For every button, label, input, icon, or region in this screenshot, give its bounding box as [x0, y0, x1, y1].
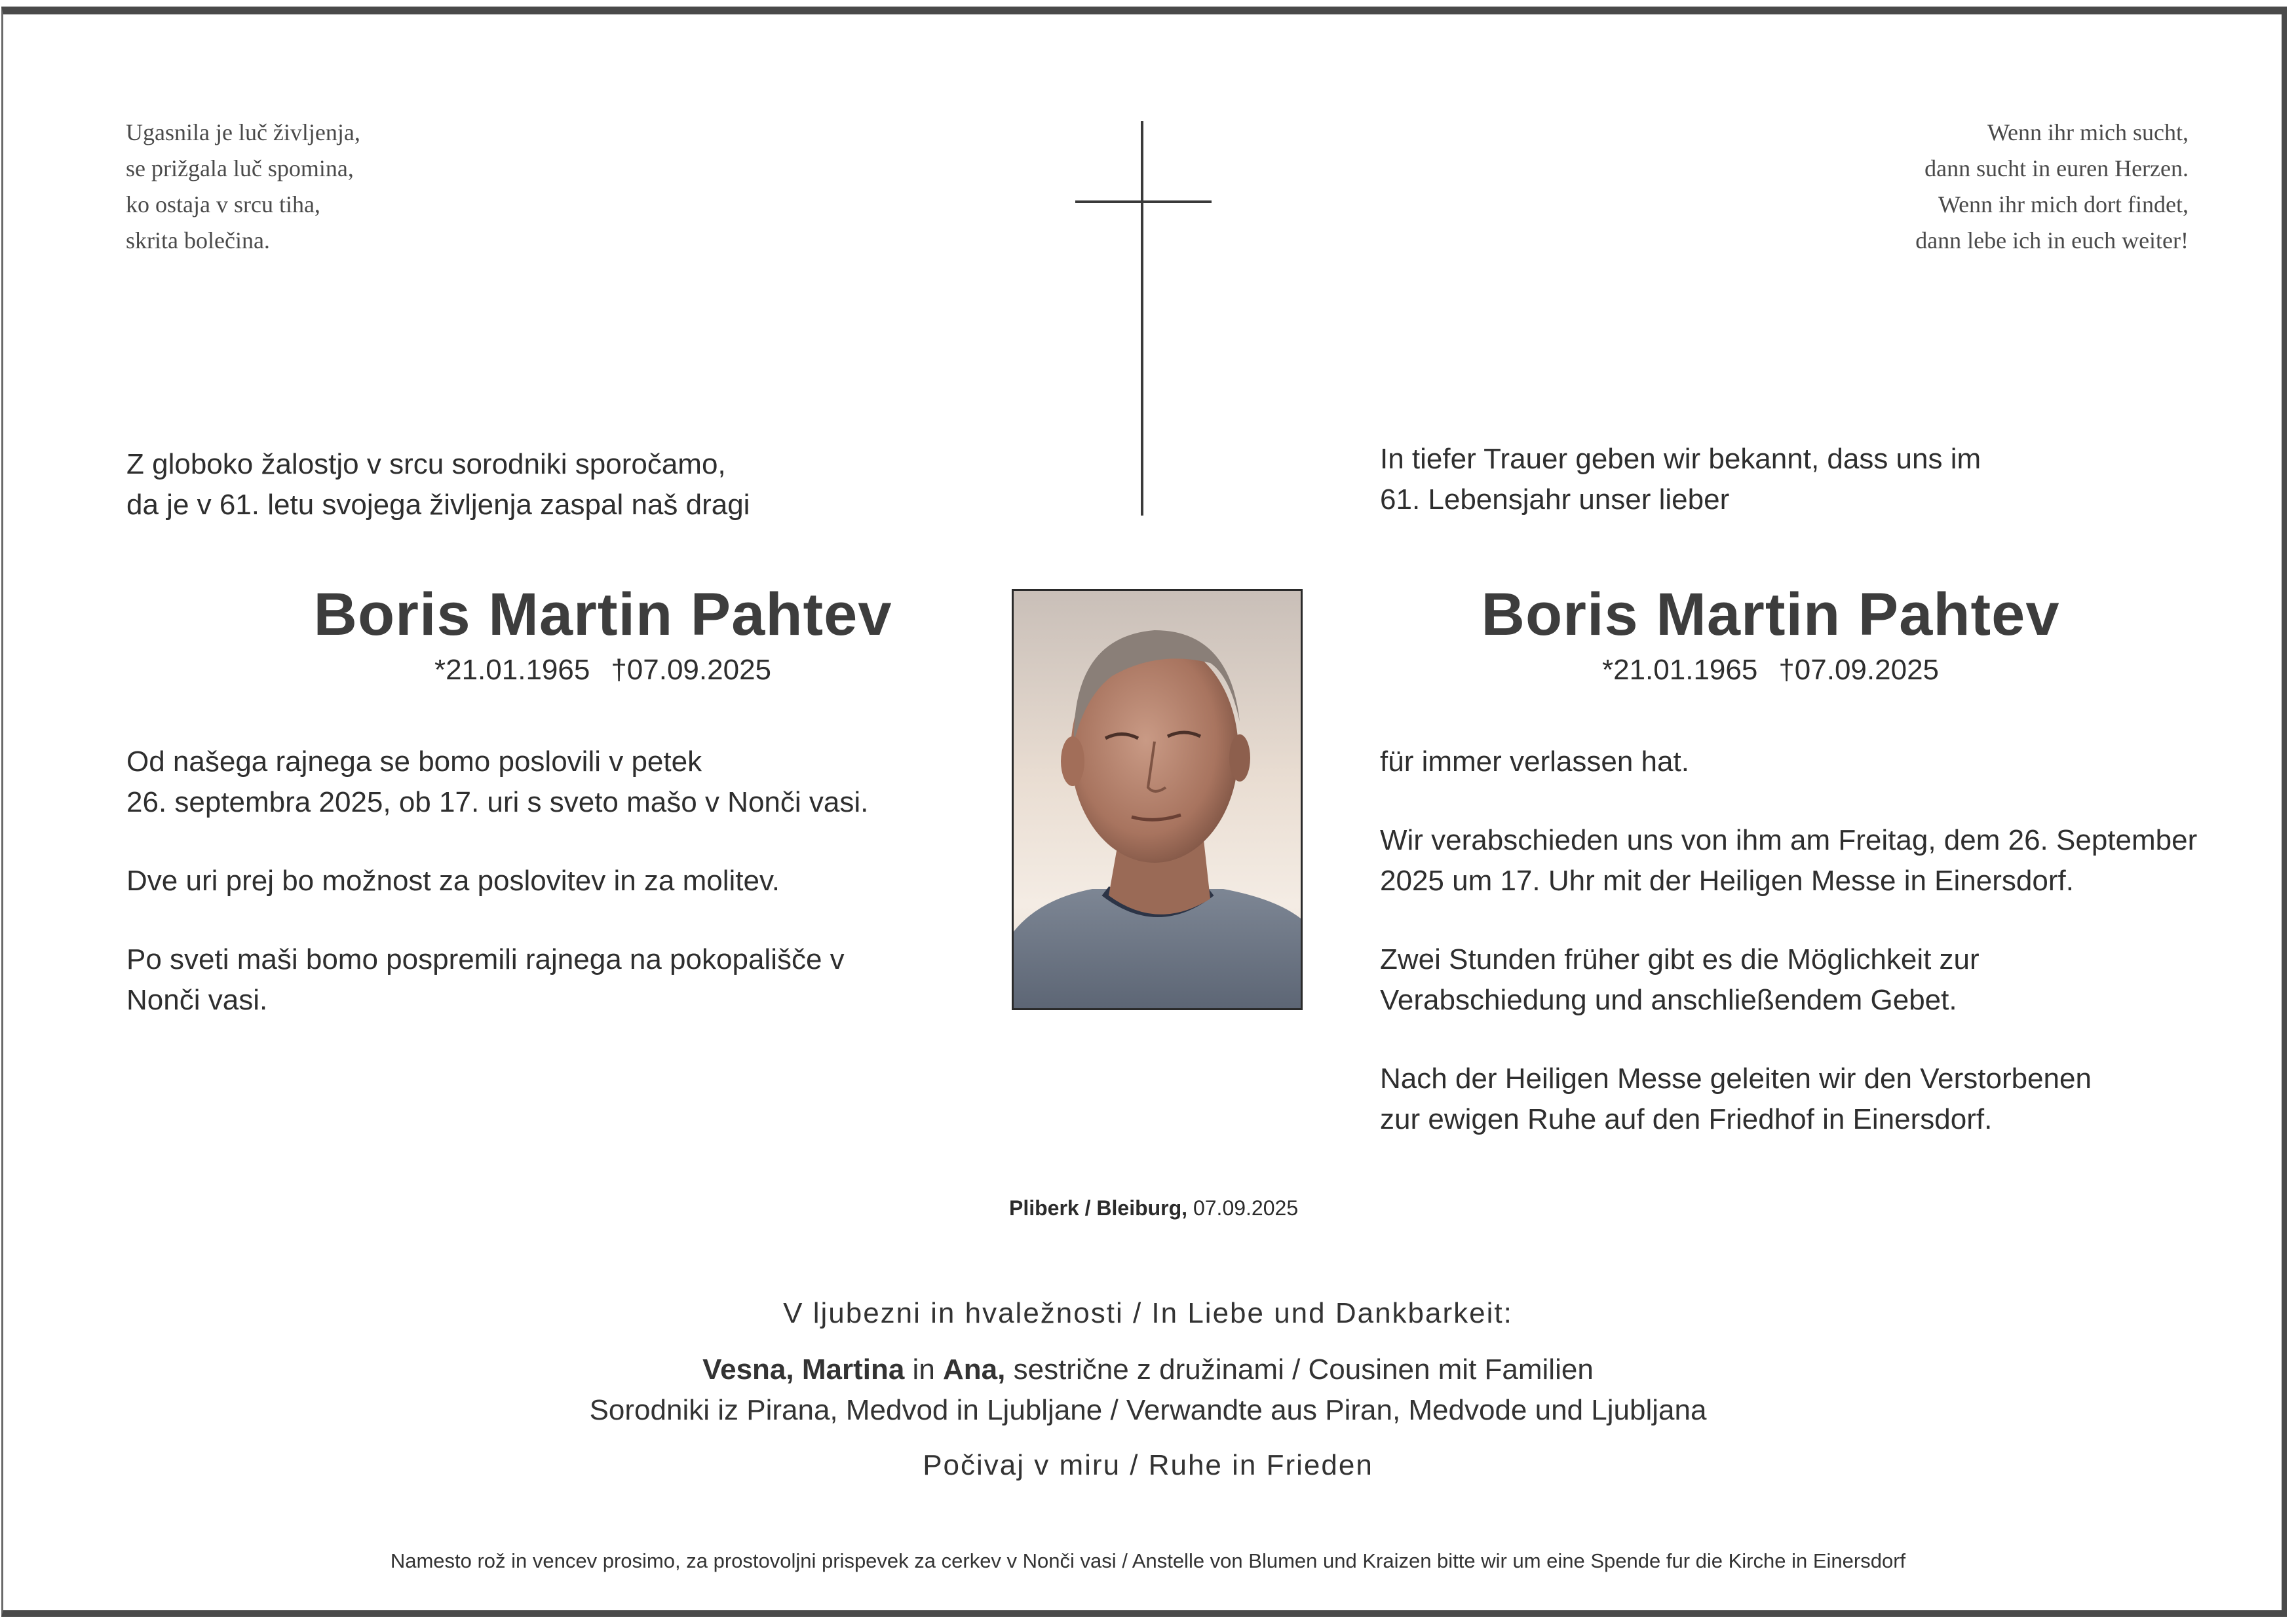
verse-slovenian — [126, 115, 360, 259]
paragraph-line: Nonči vasi. — [126, 984, 268, 1016]
paragraph-line: Od našega rajnega se bomo poslovili v petek — [126, 746, 702, 778]
life-dates-german — [1443, 654, 2098, 687]
paragraph — [1380, 742, 2197, 782]
place-and-date — [1009, 1196, 1298, 1220]
verse-line: Wenn ihr mich sucht, — [1987, 119, 2189, 145]
intro-slovenian — [126, 444, 750, 525]
paragraph-line: Po sveti maši bomo pospremili rajnega na pokopališče v — [126, 943, 845, 975]
mourner-relation: sestrične z družinami / Cousinen mit Familien — [1005, 1353, 1594, 1386]
intro-line: In tiefer Trauer geben wir bekannt, dass uns im — [1380, 443, 1981, 475]
life-dates-slovenian — [275, 654, 930, 687]
verse-line: skrita bolečina. — [126, 227, 270, 254]
cross-vertical — [1141, 121, 1143, 516]
mourners-family — [0, 1353, 2296, 1386]
deceased-name-slovenian: Boris Martin Pahtev — [313, 581, 892, 648]
verse-line: ko ostaja v srcu tiha, — [126, 191, 320, 217]
place-date: 07.09.2025 — [1187, 1196, 1299, 1220]
paragraph-line: Dve uri prej bo možnost za poslovitev in za molitev. — [126, 865, 780, 897]
mourner-name: Ana, — [943, 1353, 1006, 1386]
verse-line: dann sucht in euren Herzen. — [1924, 155, 2189, 181]
birth-date: *21.01.1965 — [434, 654, 590, 686]
intro-german — [1380, 439, 1981, 520]
paragraph — [126, 861, 868, 901]
details-slovenian — [126, 742, 868, 1059]
death-date: †07.09.2025 — [1778, 654, 1940, 686]
paragraph-line: Zwei Stunden früher gibt es die Möglichkeit zur — [1380, 943, 1980, 975]
deceased-name-german: Boris Martin Pahtev — [1481, 581, 2060, 648]
paragraph — [1380, 1059, 2197, 1140]
verse-line: Ugasnila je luč življenja, — [126, 119, 360, 145]
paragraph — [126, 742, 868, 823]
paragraph-line: 2025 um 17. Uhr mit der Heiligen Messe in Einersdorf. — [1380, 865, 2074, 897]
paragraph-line: für immer verlassen hat. — [1380, 746, 1689, 778]
death-date: †07.09.2025 — [611, 654, 772, 686]
intro-line: da je v 61. letu svojega življenja zaspal naš dragi — [126, 489, 750, 521]
paragraph — [126, 939, 868, 1021]
verse-line: dann lebe ich in euch weiter! — [1915, 227, 2189, 254]
paragraph-line: zur ewigen Ruhe auf den Friedhof in Einersdorf. — [1380, 1103, 1993, 1135]
verse-german — [1915, 115, 2189, 259]
mourner-names: Vesna, Martina — [702, 1353, 905, 1386]
paragraph — [1380, 820, 2197, 901]
mourners-heading: V ljubezni in hvaležnosti / In Liebe und Dankbarkeit: — [783, 1297, 1513, 1329]
donation-note: Namesto rož in vencev prosimo, za prostovoljni prispevek za cerkev v Nonči vasi / Anstelle von Blumen und Kraizen bitte wir um eine Spende fur die Kirche in Einersdorf — [390, 1549, 1906, 1572]
intro-line: Z globoko žalostjo v srcu sorodniki sporočamo, — [126, 448, 726, 480]
rest-in-peace: Počivaj v miru / Ruhe in Frieden — [923, 1449, 1373, 1481]
cross-horizontal — [1075, 200, 1212, 203]
verse-line: Wenn ihr mich dort findet, — [1938, 191, 2189, 217]
verse-line: se prižgala luč spomina, — [126, 155, 354, 181]
place-name: Pliberk / Bleiburg, — [1009, 1196, 1188, 1220]
paragraph-line: Nach der Heiligen Messe geleiten wir den Verstorbenen — [1380, 1063, 2092, 1095]
birth-date: *21.01.1965 — [1601, 654, 1758, 686]
intro-line: 61. Lebensjahr unser lieber — [1380, 483, 1730, 516]
paragraph — [1380, 939, 2197, 1021]
details-german — [1380, 742, 2197, 1178]
paragraph-line: Verabschiedung und anschließendem Gebet. — [1380, 984, 1957, 1016]
paragraph-line: 26. septembra 2025, ob 17. uri s sveto mašo v Nonči vasi. — [126, 786, 869, 818]
portrait-photo — [1012, 589, 1303, 1010]
mourner-conjunction: in — [904, 1353, 944, 1386]
mourners-relatives: Sorodniki iz Pirana, Medvod in Ljubljane / Verwandte aus Piran, Medvode und Ljubljana — [589, 1394, 1707, 1426]
paragraph-line: Wir verabschieden uns von ihm am Freitag, dem 26. September — [1380, 824, 2198, 856]
